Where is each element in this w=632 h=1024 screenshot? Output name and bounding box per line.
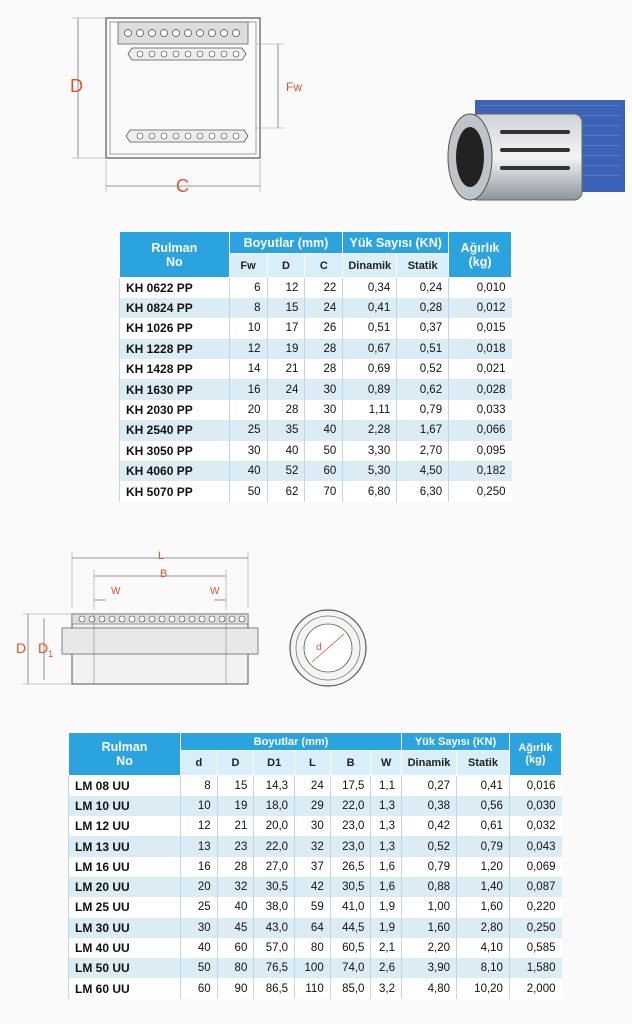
table-row — [120, 461, 512, 481]
kg-label: (kg) — [468, 254, 492, 269]
value-cell: 10 — [229, 318, 267, 338]
value-cell: 12 — [181, 816, 218, 836]
table-row — [120, 441, 512, 461]
table-row — [69, 796, 562, 816]
value-cell: 0,51 — [343, 318, 397, 338]
value-cell: 6,30 — [397, 481, 449, 501]
value-cell: 37 — [295, 857, 331, 877]
value-cell: 3,2 — [371, 978, 402, 998]
value-cell: 16 — [229, 379, 267, 399]
value-cell: 24 — [305, 298, 343, 318]
value-cell: 0,27 — [402, 776, 457, 796]
value-cell: 1,6 — [371, 857, 402, 877]
value-cell: 1,9 — [371, 918, 402, 938]
value-cell: 43,0 — [254, 918, 295, 938]
yuk-header: Yük Sayısı (KN) — [402, 733, 510, 751]
table-row — [120, 481, 512, 501]
value-cell: 57,0 — [254, 938, 295, 958]
value-cell: 17 — [267, 318, 305, 338]
value-cell: 32 — [295, 836, 331, 856]
value-cell: 1,3 — [371, 816, 402, 836]
col-header: d — [181, 751, 218, 776]
bearing-model-cell: LM 08 UU — [69, 776, 181, 796]
value-cell: 24 — [267, 379, 305, 399]
value-cell: 45 — [217, 918, 254, 938]
table-row — [69, 776, 562, 796]
value-cell: 16 — [181, 857, 218, 877]
value-cell: 1,60 — [457, 897, 510, 917]
value-cell: 8 — [229, 298, 267, 318]
value-cell: 1,3 — [371, 836, 402, 856]
bearing-model-cell: KH 1228 PP — [120, 339, 230, 359]
bearing-model-cell: LM 20 UU — [69, 877, 181, 897]
value-cell: 40 — [229, 461, 267, 481]
col-header: D — [217, 751, 254, 776]
value-cell: 64 — [295, 918, 331, 938]
value-cell: 1,67 — [397, 420, 449, 440]
value-cell: 0,016 — [509, 776, 561, 796]
value-cell: 60,5 — [330, 938, 371, 958]
no-label: No — [165, 254, 183, 269]
value-cell: 30 — [305, 400, 343, 420]
value-cell: 30,5 — [330, 877, 371, 897]
value-cell: 3,30 — [343, 441, 397, 461]
value-cell: 50 — [229, 481, 267, 501]
value-cell: 0,34 — [343, 278, 397, 298]
value-cell: 21 — [217, 816, 254, 836]
rulman-label: Rulman — [101, 740, 148, 754]
value-cell: 42 — [295, 877, 331, 897]
table-row — [120, 400, 512, 420]
value-cell: 22,0 — [330, 796, 371, 816]
value-cell: 0,220 — [509, 897, 561, 917]
agirlik-header — [509, 733, 561, 776]
value-cell: 30 — [295, 816, 331, 836]
value-cell: 1,60 — [402, 918, 457, 938]
value-cell: 0,52 — [397, 359, 449, 379]
value-cell: 22,0 — [254, 836, 295, 856]
value-cell: 85,0 — [330, 978, 371, 998]
value-cell: 0,021 — [449, 359, 512, 379]
bearing-model-cell: LM 30 UU — [69, 918, 181, 938]
value-cell: 0,79 — [402, 857, 457, 877]
value-cell: 5,30 — [343, 461, 397, 481]
bearing-model-cell: LM 60 UU — [69, 978, 181, 998]
value-cell: 0,79 — [457, 836, 510, 856]
value-cell: 74,0 — [330, 958, 371, 978]
dim-label-W-right: W — [210, 586, 220, 597]
col-header: L — [295, 751, 331, 776]
value-cell: 10,20 — [457, 978, 510, 998]
value-cell: 0,37 — [397, 318, 449, 338]
table-row — [120, 339, 512, 359]
table-row — [69, 958, 562, 978]
value-cell: 2,20 — [402, 938, 457, 958]
value-cell: 76,5 — [254, 958, 295, 978]
bearing-model-cell: KH 2030 PP — [120, 400, 230, 420]
value-cell: 8 — [181, 776, 218, 796]
value-cell: 21 — [267, 359, 305, 379]
dim-label-C: C — [176, 176, 189, 196]
table-row — [69, 897, 562, 917]
value-cell: 0,250 — [509, 918, 561, 938]
value-cell: 0,066 — [449, 420, 512, 440]
value-cell: 40 — [305, 420, 343, 440]
table-row — [120, 420, 512, 440]
value-cell: 14 — [229, 359, 267, 379]
table-row — [120, 278, 512, 298]
value-cell: 22 — [305, 278, 343, 298]
value-cell: 1,6 — [371, 877, 402, 897]
d1-main: D — [38, 640, 49, 656]
value-cell: 0,28 — [397, 298, 449, 318]
value-cell: 2,000 — [509, 978, 561, 998]
table-row — [120, 318, 512, 338]
bearing-model-cell: KH 5070 PP — [120, 481, 230, 501]
value-cell: 0,67 — [343, 339, 397, 359]
value-cell: 20,0 — [254, 816, 295, 836]
value-cell: 0,42 — [402, 816, 457, 836]
value-cell: 0,087 — [509, 877, 561, 897]
bearing-model-cell: LM 13 UU — [69, 836, 181, 856]
dim-label-D1 — [38, 640, 53, 659]
value-cell: 20 — [181, 877, 218, 897]
value-cell: 50 — [181, 958, 218, 978]
value-cell: 6 — [229, 278, 267, 298]
value-cell: 60 — [217, 938, 254, 958]
value-cell: 30 — [181, 918, 218, 938]
value-cell: 4,80 — [402, 978, 457, 998]
col-header: Dinamik — [343, 254, 397, 278]
value-cell: 50 — [305, 441, 343, 461]
value-cell: 0,032 — [509, 816, 561, 836]
kh-bearing-diagram — [60, 10, 320, 200]
col-header: D — [267, 254, 305, 278]
value-cell: 26,5 — [330, 857, 371, 877]
value-cell: 40 — [217, 897, 254, 917]
rulman-label: Rulman — [151, 240, 198, 255]
value-cell: 4,50 — [397, 461, 449, 481]
value-cell: 8,10 — [457, 958, 510, 978]
table-row — [69, 857, 562, 877]
value-cell: 28 — [217, 857, 254, 877]
value-cell: 35 — [267, 420, 305, 440]
d1-sub: 1 — [48, 648, 54, 659]
lm-bearing-diagram — [10, 548, 370, 698]
value-cell: 12 — [267, 278, 305, 298]
dim-label-d: d — [316, 642, 322, 653]
value-cell: 26 — [305, 318, 343, 338]
value-cell: 0,41 — [457, 776, 510, 796]
value-cell: 60 — [181, 978, 218, 998]
value-cell: 1,580 — [509, 958, 561, 978]
bearing-model-cell: KH 0824 PP — [120, 298, 230, 318]
dim-label-W-left: W — [111, 586, 121, 597]
table-row — [69, 918, 562, 938]
value-cell: 41,0 — [330, 897, 371, 917]
dim-label-Fw: Fw — [286, 80, 302, 94]
value-cell: 2,6 — [371, 958, 402, 978]
value-cell: 0,250 — [449, 481, 512, 501]
value-cell: 1,00 — [402, 897, 457, 917]
value-cell: 100 — [295, 958, 331, 978]
value-cell: 0,030 — [509, 796, 561, 816]
value-cell: 25 — [229, 420, 267, 440]
value-cell: 2,1 — [371, 938, 402, 958]
table-row — [120, 359, 512, 379]
value-cell: 27,0 — [254, 857, 295, 877]
value-cell: 0,69 — [343, 359, 397, 379]
value-cell: 1,20 — [457, 857, 510, 877]
value-cell: 25 — [181, 897, 218, 917]
value-cell: 2,80 — [457, 918, 510, 938]
value-cell: 2,70 — [397, 441, 449, 461]
value-cell: 44,5 — [330, 918, 371, 938]
value-cell: 23,0 — [330, 836, 371, 856]
value-cell: 30,5 — [254, 877, 295, 897]
bearing-model-cell: KH 2540 PP — [120, 420, 230, 440]
col-header: Statik — [397, 254, 449, 278]
bearing-model-cell: KH 1428 PP — [120, 359, 230, 379]
value-cell: 3,90 — [402, 958, 457, 978]
col-header: Dinamik — [402, 751, 457, 776]
value-cell: 80 — [217, 958, 254, 978]
bearing-model-cell: KH 4060 PP — [120, 461, 230, 481]
value-cell: 110 — [295, 978, 331, 998]
value-cell: 0,012 — [449, 298, 512, 318]
value-cell: 0,015 — [449, 318, 512, 338]
value-cell: 0,033 — [449, 400, 512, 420]
col-header: W — [371, 751, 402, 776]
value-cell: 1,3 — [371, 796, 402, 816]
no-label: No — [116, 754, 133, 768]
bearing-model-cell: LM 12 UU — [69, 816, 181, 836]
bearing-model-cell: LM 50 UU — [69, 958, 181, 978]
value-cell: 0,89 — [343, 379, 397, 399]
dim-label-D: D — [70, 76, 83, 96]
bearing-model-cell: LM 40 UU — [69, 938, 181, 958]
value-cell: 0,043 — [509, 836, 561, 856]
kh-bearing-photo — [440, 100, 625, 220]
rulman-header — [120, 232, 230, 278]
value-cell: 0,182 — [449, 461, 512, 481]
value-cell: 28 — [305, 339, 343, 359]
col-header: Statik — [457, 751, 510, 776]
value-cell: 0,79 — [397, 400, 449, 420]
value-cell: 1,1 — [371, 776, 402, 796]
value-cell: 28 — [305, 359, 343, 379]
agirlik-header — [449, 232, 512, 278]
dim-label-B: B — [160, 568, 168, 580]
kh-series-table — [119, 231, 512, 502]
value-cell: 0,010 — [449, 278, 512, 298]
value-cell: 6,80 — [343, 481, 397, 501]
value-cell: 80 — [295, 938, 331, 958]
value-cell: 40 — [181, 938, 218, 958]
agirlik-label: Ağırlık — [460, 240, 500, 255]
bearing-model-cell: KH 1026 PP — [120, 318, 230, 338]
value-cell: 2,28 — [343, 420, 397, 440]
value-cell: 0,095 — [449, 441, 512, 461]
value-cell: 1,40 — [457, 877, 510, 897]
value-cell: 29 — [295, 796, 331, 816]
boyutlar-header: Boyutlar (mm) — [181, 733, 402, 751]
value-cell: 38,0 — [254, 897, 295, 917]
value-cell: 23,0 — [330, 816, 371, 836]
bearing-model-cell: KH 0622 PP — [120, 278, 230, 298]
value-cell: 18,0 — [254, 796, 295, 816]
value-cell: 15 — [217, 776, 254, 796]
col-header: C — [305, 254, 343, 278]
value-cell: 24 — [295, 776, 331, 796]
yuk-header: Yük Sayısı (KN) — [343, 232, 449, 254]
table-row — [69, 836, 562, 856]
value-cell: 19 — [267, 339, 305, 359]
value-cell: 1,11 — [343, 400, 397, 420]
value-cell: 14,3 — [254, 776, 295, 796]
value-cell: 30 — [305, 379, 343, 399]
value-cell: 1,9 — [371, 897, 402, 917]
bearing-model-cell: LM 10 UU — [69, 796, 181, 816]
value-cell: 59 — [295, 897, 331, 917]
value-cell: 0,88 — [402, 877, 457, 897]
value-cell: 40 — [267, 441, 305, 461]
value-cell: 19 — [217, 796, 254, 816]
lm-series-table — [68, 732, 562, 999]
value-cell: 0,38 — [402, 796, 457, 816]
dim-label-D-lm: D — [16, 640, 27, 656]
bearing-model-cell: KH 3050 PP — [120, 441, 230, 461]
agirlik-label: Ağırlık — [518, 742, 553, 754]
value-cell: 28 — [267, 400, 305, 420]
bearing-model-cell: LM 16 UU — [69, 857, 181, 877]
col-header: D1 — [254, 751, 295, 776]
value-cell: 0,585 — [509, 938, 561, 958]
table-row — [120, 298, 512, 318]
col-header: B — [330, 751, 371, 776]
rulman-header — [69, 733, 181, 776]
value-cell: 32 — [217, 877, 254, 897]
table-row — [69, 938, 562, 958]
value-cell: 15 — [267, 298, 305, 318]
value-cell: 0,56 — [457, 796, 510, 816]
value-cell: 4,10 — [457, 938, 510, 958]
value-cell: 0,52 — [402, 836, 457, 856]
value-cell: 0,069 — [509, 857, 561, 877]
value-cell: 0,41 — [343, 298, 397, 318]
bearing-model-cell: KH 1630 PP — [120, 379, 230, 399]
value-cell: 17,5 — [330, 776, 371, 796]
value-cell: 10 — [181, 796, 218, 816]
col-header: Fw — [229, 254, 267, 278]
table-row — [120, 379, 512, 399]
value-cell: 0,028 — [449, 379, 512, 399]
value-cell: 62 — [267, 481, 305, 501]
value-cell: 0,61 — [457, 816, 510, 836]
value-cell: 0,24 — [397, 278, 449, 298]
kg-label: (kg) — [525, 754, 546, 766]
value-cell: 60 — [305, 461, 343, 481]
table-row — [69, 816, 562, 836]
dim-label-L: L — [158, 550, 165, 562]
value-cell: 0,018 — [449, 339, 512, 359]
value-cell: 13 — [181, 836, 218, 856]
value-cell: 12 — [229, 339, 267, 359]
table-row — [69, 978, 562, 998]
value-cell: 70 — [305, 481, 343, 501]
table-row — [69, 877, 562, 897]
value-cell: 52 — [267, 461, 305, 481]
value-cell: 23 — [217, 836, 254, 856]
value-cell: 90 — [217, 978, 254, 998]
value-cell: 0,62 — [397, 379, 449, 399]
value-cell: 86,5 — [254, 978, 295, 998]
value-cell: 0,51 — [397, 339, 449, 359]
value-cell: 20 — [229, 400, 267, 420]
value-cell: 30 — [229, 441, 267, 461]
bearing-model-cell: LM 25 UU — [69, 897, 181, 917]
boyutlar-header: Boyutlar (mm) — [229, 232, 343, 254]
